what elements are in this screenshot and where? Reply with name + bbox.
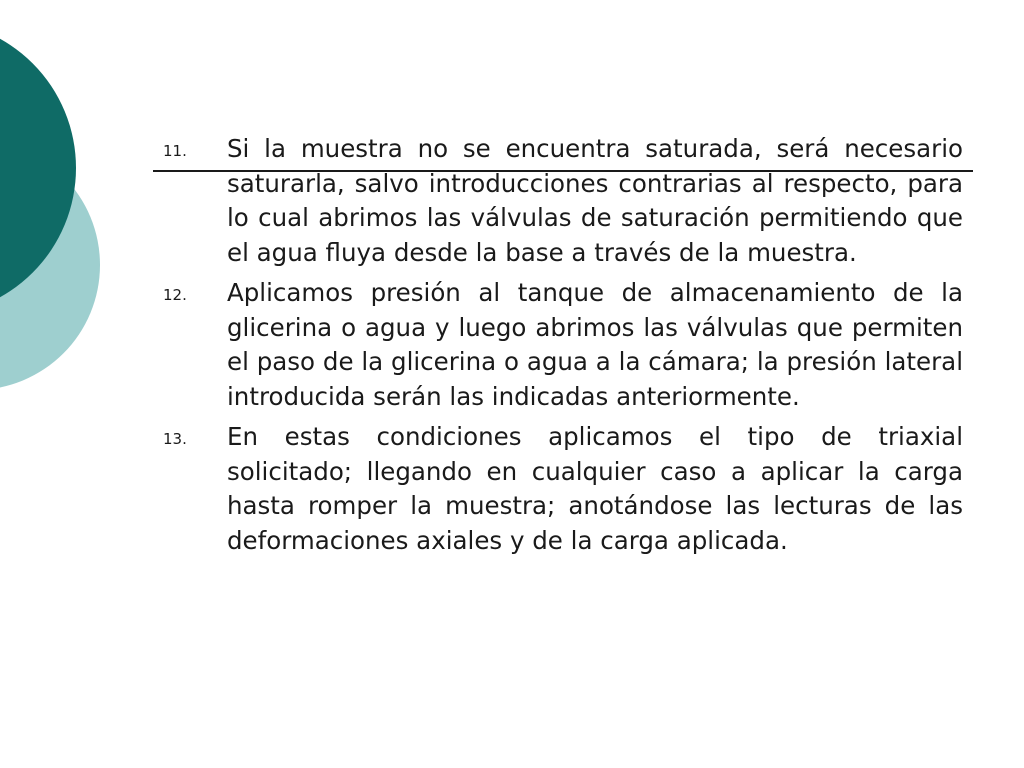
list-item-text: Si la muestra no se encuentra saturada, será necesario saturarla, salvo introducciones contrarias al respecto, para lo cual abrimos las válvulas de saturación permitiendo que el agua fluya desde la base a través de la muestra. xyxy=(227,134,963,267)
list-item xyxy=(153,420,963,558)
list-item-number: 12. xyxy=(163,286,187,304)
list-item-number: 11. xyxy=(163,142,187,160)
list-item-text: Aplicamos presión al tanque de almacenamiento de la glicerina o agua y luego abrimos las válvulas que permiten el paso de la glicerina o agua a la cámara; la presión lateral introducida serán las indicadas anteriormente. xyxy=(227,278,963,411)
list-item-text: En estas condiciones aplicamos el tipo de triaxial solicitado; llegando en cualquier caso a aplicar la carga hasta romper la muestra; anotándose las lecturas de las deformaciones axiales y de la carga aplicada. xyxy=(227,422,963,555)
numbered-list xyxy=(153,132,963,564)
list-item xyxy=(153,132,963,270)
list-item xyxy=(153,276,963,414)
list-item-number: 13. xyxy=(163,430,187,448)
